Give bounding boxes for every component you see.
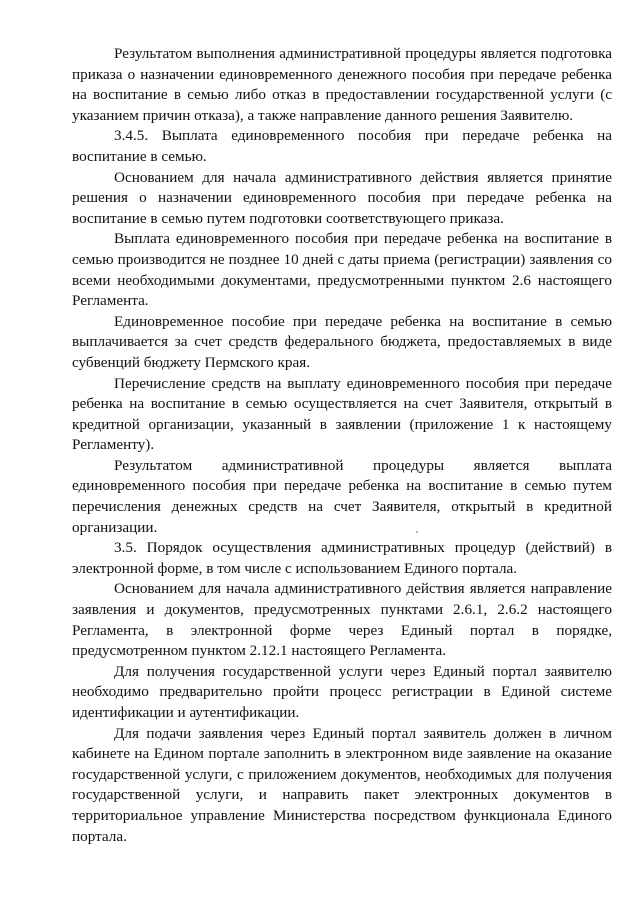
paragraph-federal-budget: Единовременное пособие при передаче ребенка на воспитание в семью выплачивается за счет средств федерального бюджета, предоставляемых в виде субвенций бюджету Пермского края. — [72, 312, 612, 371]
paragraph-basis-decision: Основанием для начала административного действия является принятие решения о назначении единовременного пособия при передаче ребенка на воспитание в семью путем подготовки соответствующего приказа. — [72, 168, 612, 227]
paragraph-section-3-4-5: 3.4.5. Выплата единовременного пособия при передаче ребенка на воспитание в семью. — [72, 127, 612, 165]
scan-speck — [416, 531, 418, 533]
paragraph-basis-electronic: Основанием для начала административного действия является направление заявления и документов, предусмотренных пунктами 2.6.1, 2.6.2 настоящего Регламента, в электронной форме через Единый портал в порядке, предусмотренном пунктом 2.12.1 настоящего Регламента. — [72, 580, 612, 660]
document-page — [72, 44, 612, 847]
paragraph-result-order: Результатом выполнения административной процедуры является подготовка приказа о назначении единовременного денежного пособия при передаче ребенка на воспитание в семью либо отказ в предоставлении государственной услуги (с указанием причин отказа), а также направление данного решения Заявителю. — [72, 45, 612, 124]
paragraph-transfer-account: Перечисление средств на выплату единовременного пособия при передаче ребенка на воспитание в семью осуществляется на счет Заявителя, открытый в кредитной организации, указанный в заявлении (приложение 1 к настоящему Регламенту). — [72, 374, 612, 454]
paragraph-result-payment: Результатом административной процедуры является выплата единовременного пособия при передаче ребенка на воспитание в семью путем перечисления денежных средств на счет Заявителя, открытый в кредитной организации. — [72, 456, 612, 536]
paragraph-payment-deadline: Выплата единовременного пособия при передаче ребенка на воспитание в семью производится не позднее 10 дней с даты приема (регистрации) заявления со всеми необходимыми документами, предусмотренными пунктом 2.6 настоящего Регламента. — [72, 230, 612, 310]
paragraph-section-3-5: 3.5. Порядок осуществления административных процедур (действий) в электронной форме, в том числе с использованием Единого портала. — [72, 539, 612, 577]
paragraph-submission: Для подачи заявления через Единый портал заявитель должен в личном кабинете на Едином портале заполнить в электронном виде заявление на оказание государственной услуги, с приложением документов, необходимых для получения государственной услуги, и направить пакет электронных документов в территориальное управление Министерства посредством функционала Единого портала. — [72, 724, 612, 845]
paragraph-registration: Для получения государственной услуги через Единый портал заявителю необходимо предварительно пройти процесс регистрации в Единой системе идентификации и аутентификации. — [72, 662, 612, 721]
